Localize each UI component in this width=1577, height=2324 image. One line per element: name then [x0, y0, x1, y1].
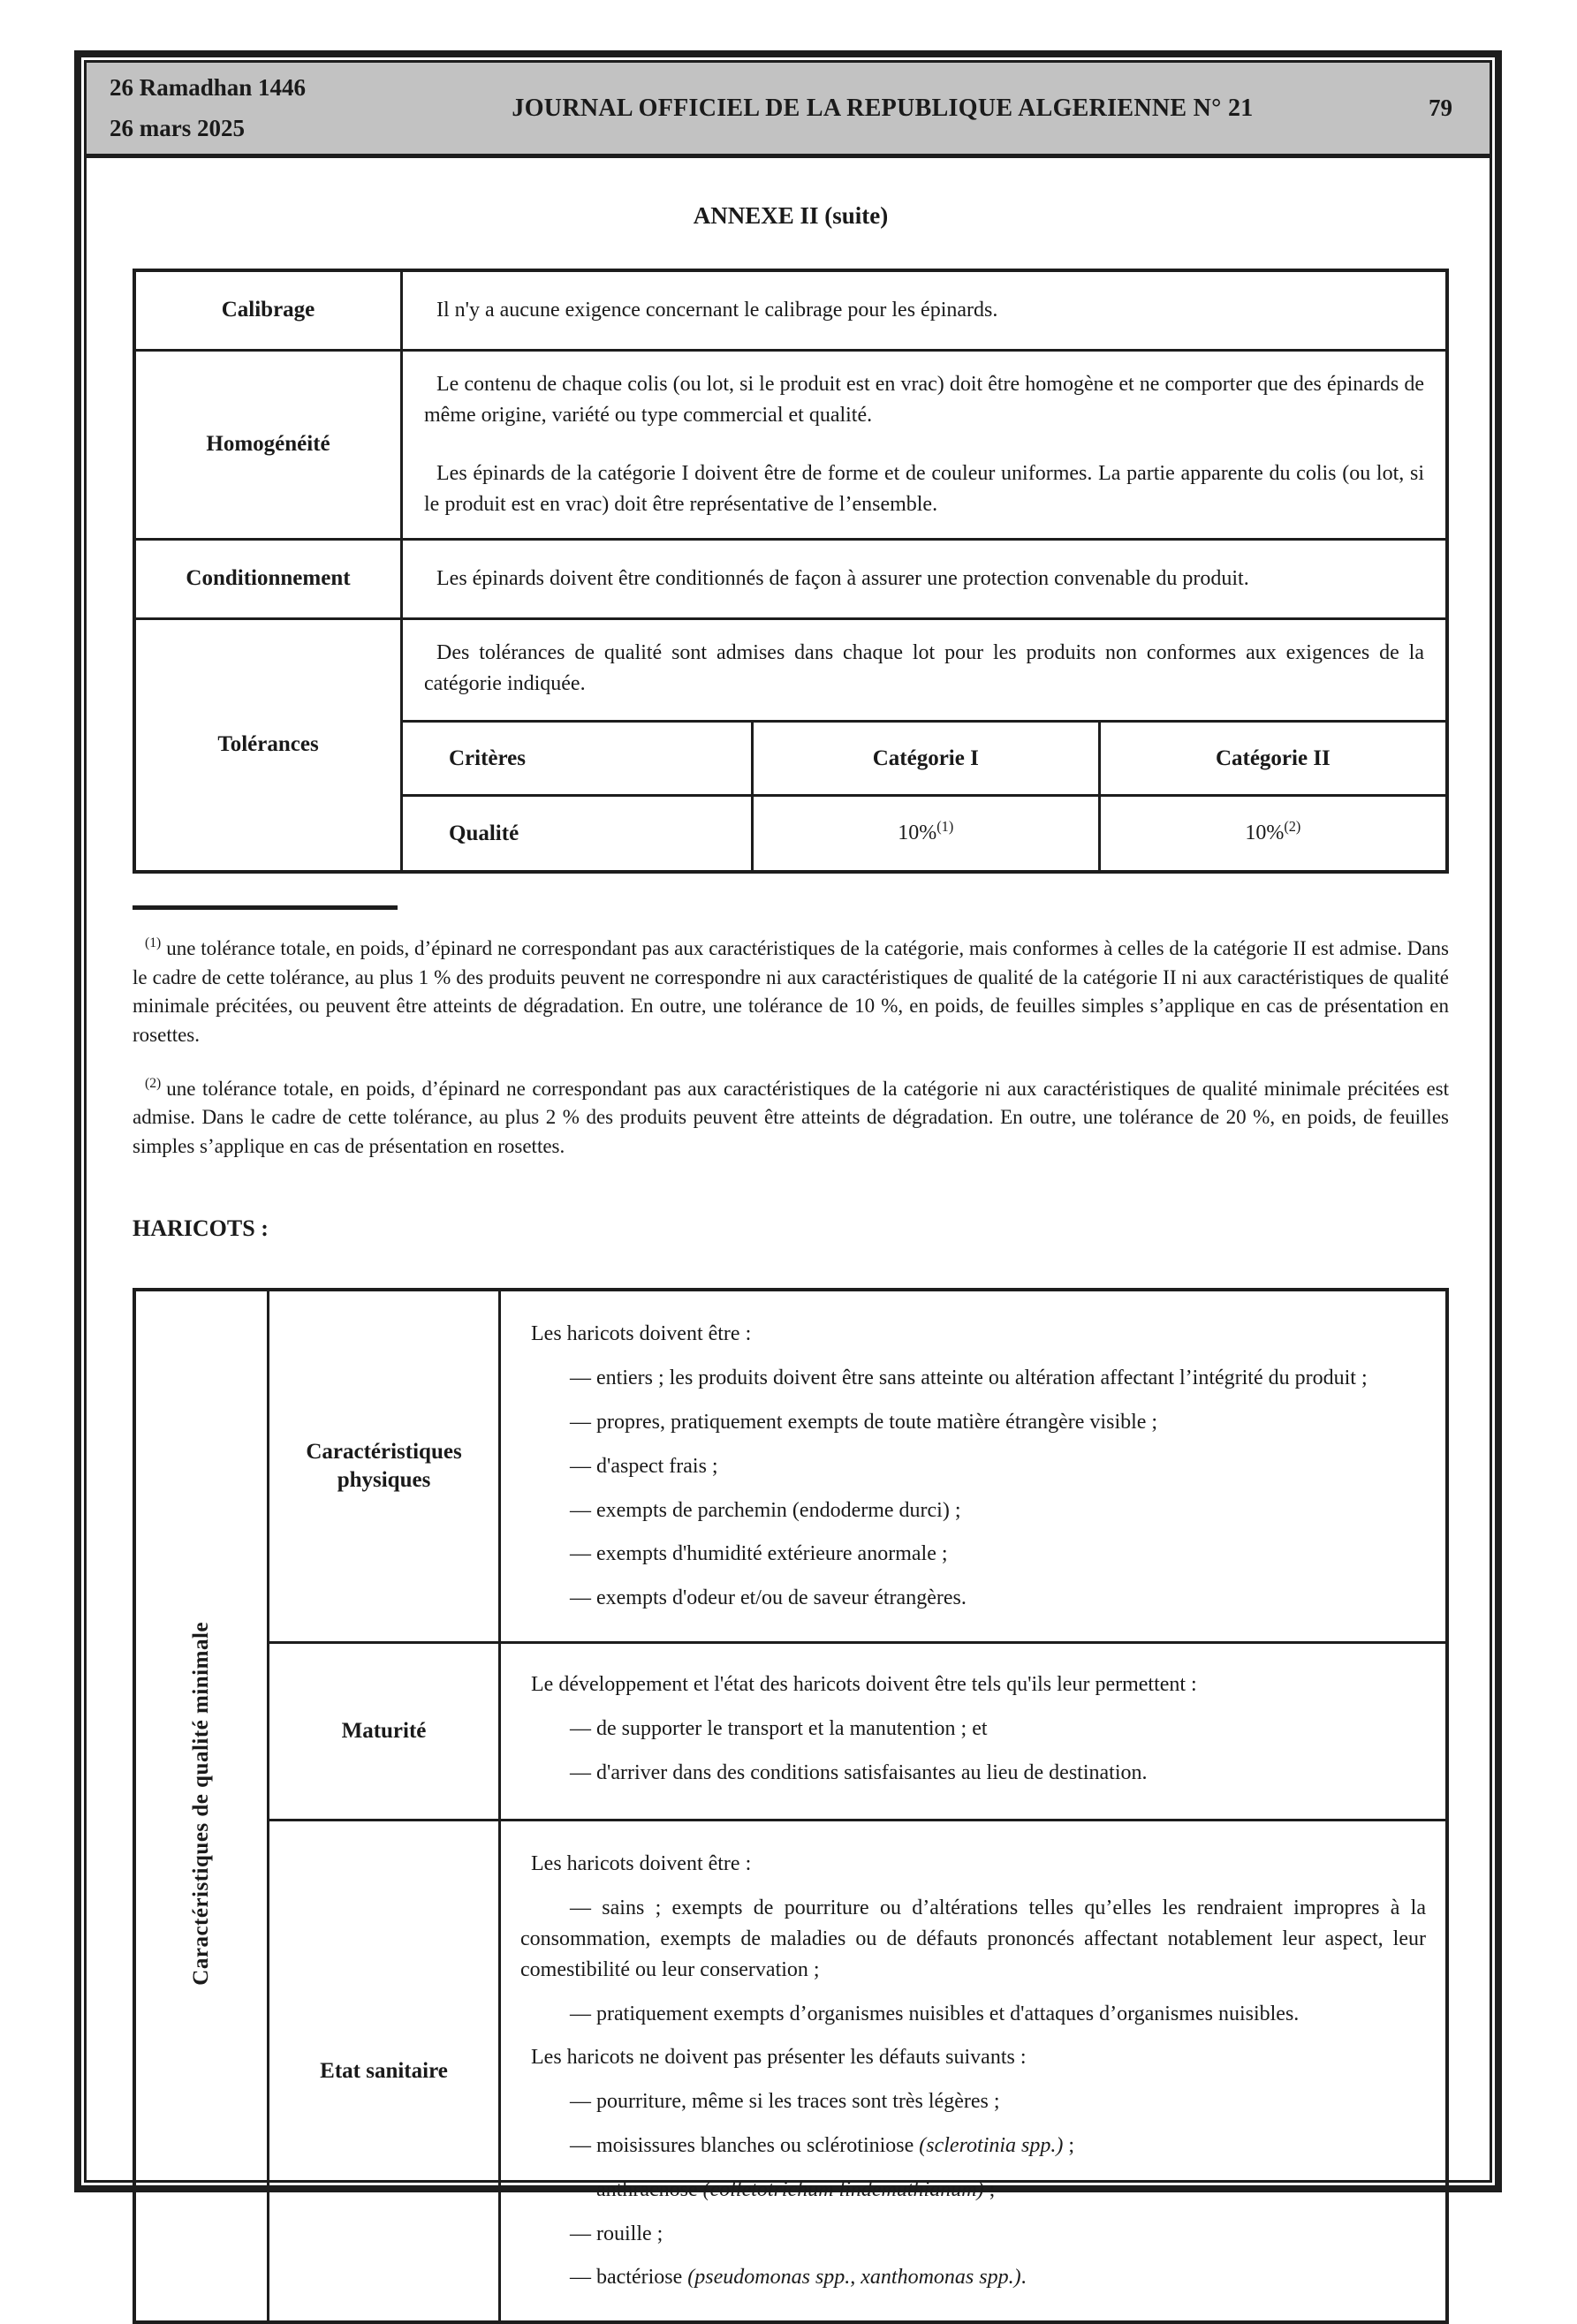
cell-paragraph: Des tolérances de qualité sont admises dans chaque lot pour les produits non conformes aux exigences de la catégorie indiquée. [424, 640, 1424, 695]
date-hijri: 26 Ramadhan 1446 [110, 73, 307, 101]
tolerances-intro [403, 620, 1445, 721]
row-body-tolerances [402, 618, 1448, 872]
paragraph: — exempts de parchemin (endoderme durci) ; [570, 1498, 961, 1522]
paragraph: — propres, pratiquement exempts de toute matière étrangère visible ; [570, 1411, 1158, 1435]
value-categorie-2: 10%$^{(2)}$ [1099, 796, 1445, 870]
footnote-rule [133, 905, 398, 910]
paragraph: Les haricots doivent être : [531, 1852, 752, 1876]
column-header-categorie-1: Catégorie I [752, 722, 1099, 796]
row-body-caracteristiques-physiques [500, 1290, 1448, 1642]
side-label-rotated: Caractéristiques de qualité minimale [189, 1622, 213, 1987]
criterion-qualite: Qualité [403, 796, 752, 870]
haricots-heading: HARICOTS : [133, 1215, 269, 1242]
page-frame-inner [84, 60, 1492, 2290]
header-band [87, 63, 1490, 158]
paragraph: Les haricots ne doivent pas présenter les défauts suivants : [531, 2046, 1027, 2070]
criteria-data-row [403, 796, 1445, 870]
row-label-etat-sanitaire: Etat sanitaire [269, 1821, 500, 2322]
footnote-marker-2: (2) [145, 1075, 162, 1091]
paragraph: — pourriture, même si les traces sont très légères ; [570, 2090, 1000, 2114]
paragraph: — de supporter le transport et la manutention ; et [570, 1716, 988, 1740]
paragraph: — moisissures blanches ou sclérotiniose (sclerotinia spp.) ; [570, 2134, 1075, 2158]
table-row-calibrage [134, 270, 1447, 350]
table-row-caracteristiques-physiques [134, 1290, 1447, 1642]
paragraph: — anthracnose (colletotrichum lindemuthianum) ; [570, 2177, 996, 2201]
row-label-tolerances: Tolérances [134, 618, 402, 872]
paragraph: — bactériose (pseudomonas spp., xanthomonas spp.). [570, 2266, 1027, 2290]
paragraph: — exempts d'odeur et/ou de saveur étrangères. [570, 1586, 967, 1610]
paragraph: Le développement et l'état des haricots doivent être tels qu'ils leur permettent : [531, 1673, 1197, 1697]
footnote-ref-1: (1) [936, 818, 954, 836]
row-label-conditionnement: Conditionnement [134, 539, 402, 618]
footnote-ref-2: (2) [1284, 818, 1301, 836]
paragraph: Les haricots doivent être : [531, 1322, 752, 1346]
page-frame [74, 50, 1502, 2290]
page-number: 79 [1429, 95, 1452, 121]
table-row-tolerances [134, 618, 1447, 872]
value-categorie-1: 10%$^{(1)}$ [752, 796, 1099, 870]
cell-paragraph: Il n'y a aucune exigence concernant le calibrage pour les épinards. [436, 299, 998, 322]
table-row-homogeneite [134, 350, 1447, 539]
table-row-maturite [134, 1643, 1447, 1821]
epinards-table [133, 269, 1449, 874]
cell-paragraph: Le contenu de chaque colis (ou lot, si le produit est en vrac) doit être homogène et ne comporter que des épinards de même origine, variété ou type commercial et qualité. [424, 372, 1424, 427]
paragraph: — d'aspect frais ; [570, 1454, 718, 1478]
paragraph: — rouille ; [570, 2222, 663, 2245]
column-header-categorie-2: Catégorie II [1099, 722, 1445, 796]
criteria-table [403, 720, 1445, 870]
date-gregorian: 26 mars 2025 [110, 114, 245, 141]
haricots-table [133, 1288, 1449, 2324]
cell-paragraph: Les épinards doivent être conditionnés de façon à assurer une protection convenable du produit. [436, 566, 1249, 590]
footnote-1: $^{(1)}$ une tolérance totale, en poids, d’épinard ne correspondant pas aux caractéristiques de la catégorie, mais conformes à celles de la catégorie II est admise. Dans le cadre de cette tolérance, au plus 1 % des produits peuvent ne correspondre ni aux caractéristiques de qualité de la catégorie II ni aux caractéristiques de qualité minimale précitées, ou peuvent être atteints de dégradation. En outre, une tolérance de 10 %, en poids, de feuilles simples s’applique en cas de présentation en rosettes. [133, 935, 1449, 1046]
page-content [87, 158, 1490, 2324]
side-label-cell [134, 1290, 269, 2322]
row-label-maturite: Maturité [269, 1643, 500, 1821]
paragraph: — d'arriver dans des conditions satisfaisantes au lieu de destination. [570, 1760, 1148, 1784]
footnote-marker-1: (1) [145, 935, 162, 951]
column-header-criteres: Critères [403, 722, 752, 796]
annexe-title: ANNEXE II (suite) [693, 202, 889, 229]
criteria-header-row [403, 722, 1445, 796]
footnote-2: $^{(2)}$ une tolérance totale, en poids, d’épinard ne correspondant pas aux caractéristiques de la catégorie ni aux caractéristiques de qualité minimale précitées est admise. Dans le cadre de cette tolérance, au plus 2 % des produits peuvent être atteints de dégradation. En outre, une tolérance de 20 %, en poids, de feuilles simples s’applique en cas de présentation en rosettes. [133, 1075, 1449, 1157]
row-body-calibrage [402, 270, 1448, 350]
row-label-homogeneite: Homogénéité [134, 350, 402, 539]
header-dates [87, 68, 428, 149]
cell-paragraph: Les épinards de la catégorie I doivent être de forme et de couleur uniformes. La partie apparente du colis (ou lot, si le produit est en vrac) doit être représentative de l’ensemble. [424, 462, 1424, 517]
table-row-etat-sanitaire [134, 1821, 1447, 2322]
row-label-caracteristiques-physiques: Caractéristiques physiques [269, 1290, 500, 1642]
paragraph: — entiers ; les produits doivent être sans atteinte ou altération affectant l’intégrité du produit ; [570, 1366, 1368, 1390]
paragraph: — pratiquement exempts d’organismes nuisibles et d'attaques d’organismes nuisibles. [570, 2002, 1300, 2025]
row-body-conditionnement [402, 539, 1448, 618]
row-body-etat-sanitaire [500, 1821, 1448, 2322]
journal-title: JOURNAL OFFICIEL DE LA REPUBLIQUE ALGERIENNE N° 21 [512, 94, 1254, 122]
row-body-homogeneite [402, 350, 1448, 539]
row-body-maturite [500, 1643, 1448, 1821]
table-row-conditionnement [134, 539, 1447, 618]
row-label-calibrage: Calibrage [134, 270, 402, 350]
paragraph: — exempts d'humidité extérieure anormale ; [570, 1542, 948, 1566]
paragraph: — sains ; exempts de pourriture ou d’altérations telles qu’elles les rendraient impropres à la consommation, exempts de maladies ou de défauts prononcés affectant notablement leur aspect, leur comestibilité ou leur conservation ; [520, 1896, 1426, 1981]
